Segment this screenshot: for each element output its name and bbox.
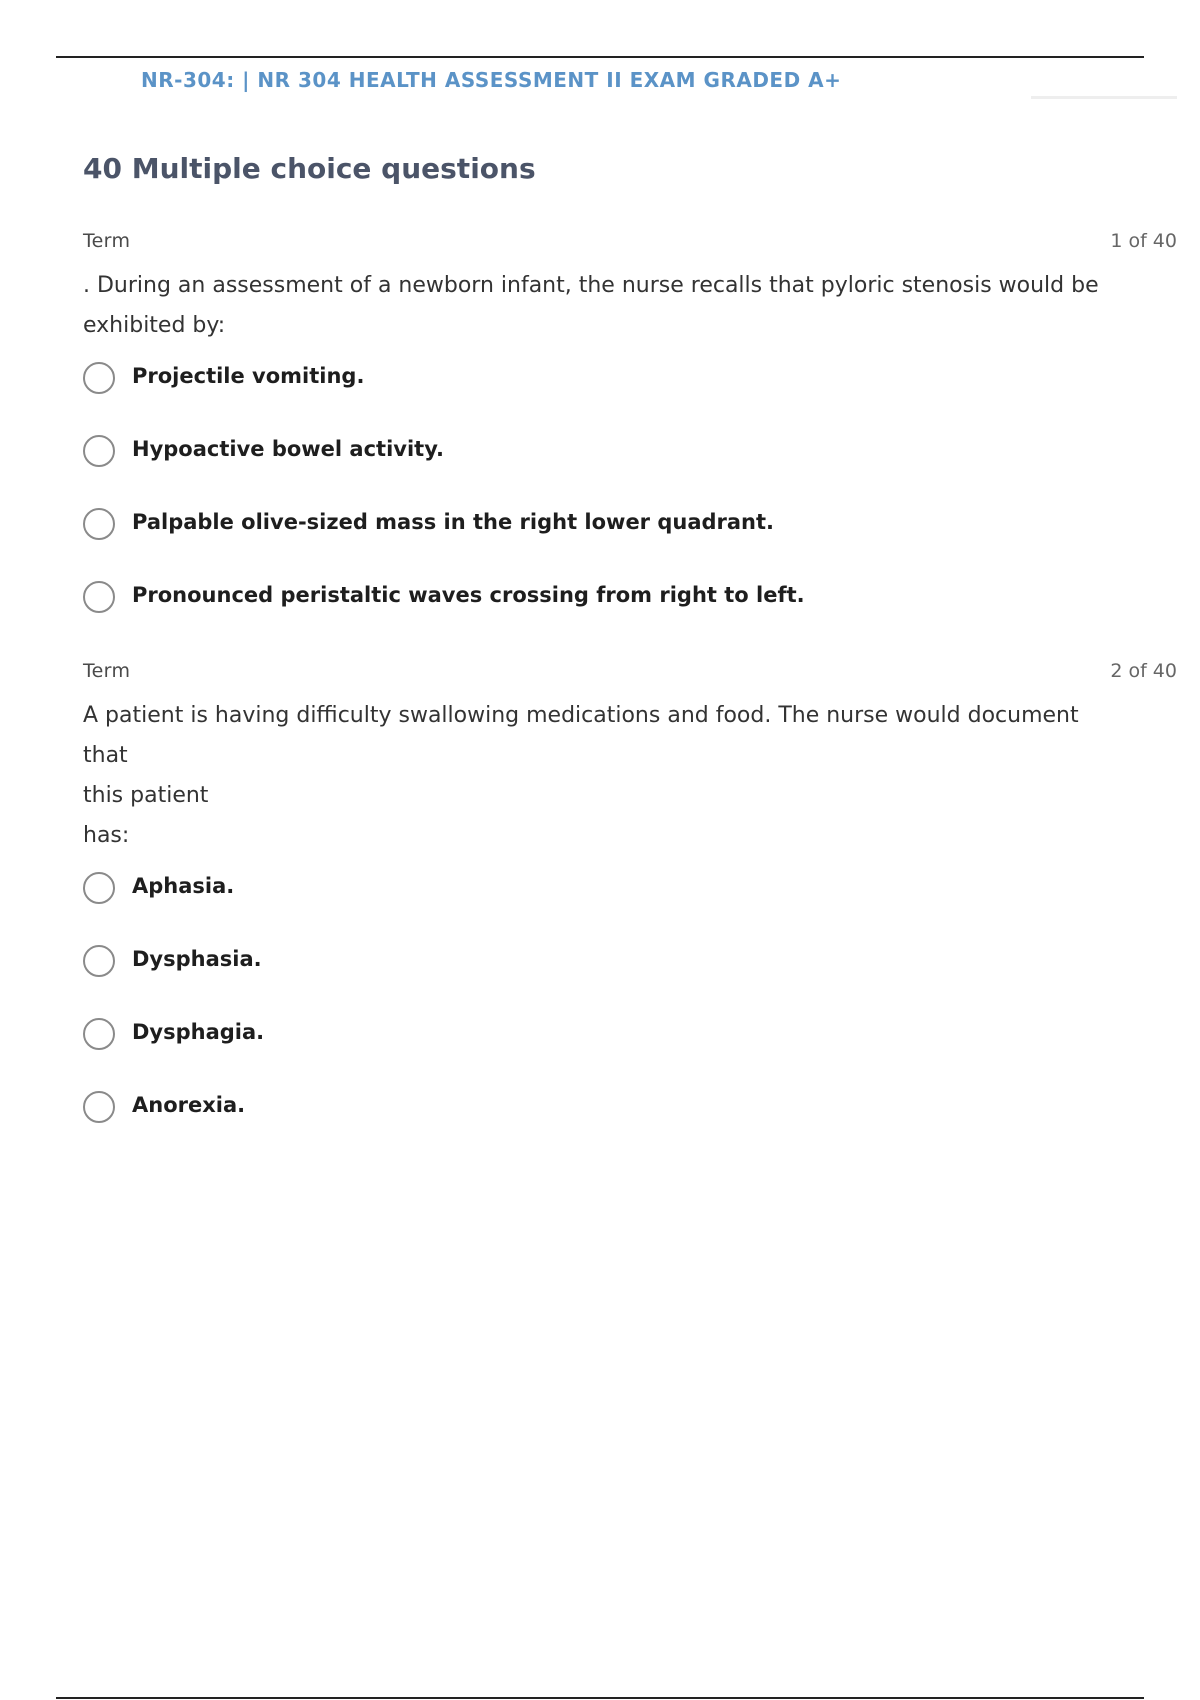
radio-button[interactable] <box>83 1018 115 1050</box>
radio-button[interactable] <box>83 581 115 613</box>
option-label: Anorexia. <box>132 1093 246 1117</box>
top-rule <box>56 56 1144 58</box>
question-1-text <box>83 266 1123 346</box>
radio-button[interactable] <box>83 872 115 904</box>
option-label: Pronounced peristaltic waves crossing from right to left. <box>132 583 805 607</box>
question-1-option-a[interactable] <box>83 362 1177 435</box>
question-1-term-label: Term <box>83 230 131 252</box>
option-label: Hypoactive bowel activity. <box>132 437 444 461</box>
radio-button[interactable] <box>83 508 115 540</box>
question-2-option-a[interactable] <box>83 872 1177 945</box>
question-2-option-b[interactable] <box>83 945 1177 1018</box>
option-label: Projectile vomiting. <box>132 364 365 388</box>
question-2-text-line: A patient is having difficulty swallowing medications and food. The nurse would document that <box>83 703 1079 768</box>
question-1-text-line: exhibited by: <box>83 313 226 338</box>
question-1-text-line: . During an assessment of a newborn infant, the nurse recalls that pyloric stenosis would be <box>83 273 1099 298</box>
section-title: 40 Multiple choice questions <box>83 152 536 185</box>
question-2-count: 2 of 40 <box>1110 660 1177 682</box>
radio-button[interactable] <box>83 1091 115 1123</box>
question-2-text <box>83 696 1123 856</box>
question-1 <box>83 230 1177 654</box>
question-2-term-row <box>83 660 1177 686</box>
option-label: Dysphagia. <box>132 1020 265 1044</box>
question-2 <box>83 660 1177 1164</box>
bottom-rule <box>56 1697 1144 1699</box>
option-label: Dysphasia. <box>132 947 262 971</box>
question-2-option-c[interactable] <box>83 1018 1177 1091</box>
question-1-option-d[interactable] <box>83 581 1177 654</box>
question-2-text-line: has: <box>83 823 130 848</box>
document-header-title: NR-304: | NR 304 HEALTH ASSESSMENT II EXAM GRADED A+ <box>141 68 842 92</box>
question-1-options <box>83 362 1177 654</box>
option-label: Aphasia. <box>132 874 235 898</box>
question-2-term-label: Term <box>83 660 131 682</box>
question-2-options <box>83 872 1177 1164</box>
header-faint-rule <box>1031 96 1177 99</box>
question-2-option-d[interactable] <box>83 1091 1177 1164</box>
question-1-term-row <box>83 230 1177 256</box>
question-2-text-line: this patient <box>83 783 209 808</box>
question-1-option-b[interactable] <box>83 435 1177 508</box>
radio-button[interactable] <box>83 945 115 977</box>
question-1-option-c[interactable] <box>83 508 1177 581</box>
question-1-count: 1 of 40 <box>1110 230 1177 252</box>
radio-button[interactable] <box>83 435 115 467</box>
option-label: Palpable olive-sized mass in the right lower quadrant. <box>132 510 775 534</box>
radio-button[interactable] <box>83 362 115 394</box>
